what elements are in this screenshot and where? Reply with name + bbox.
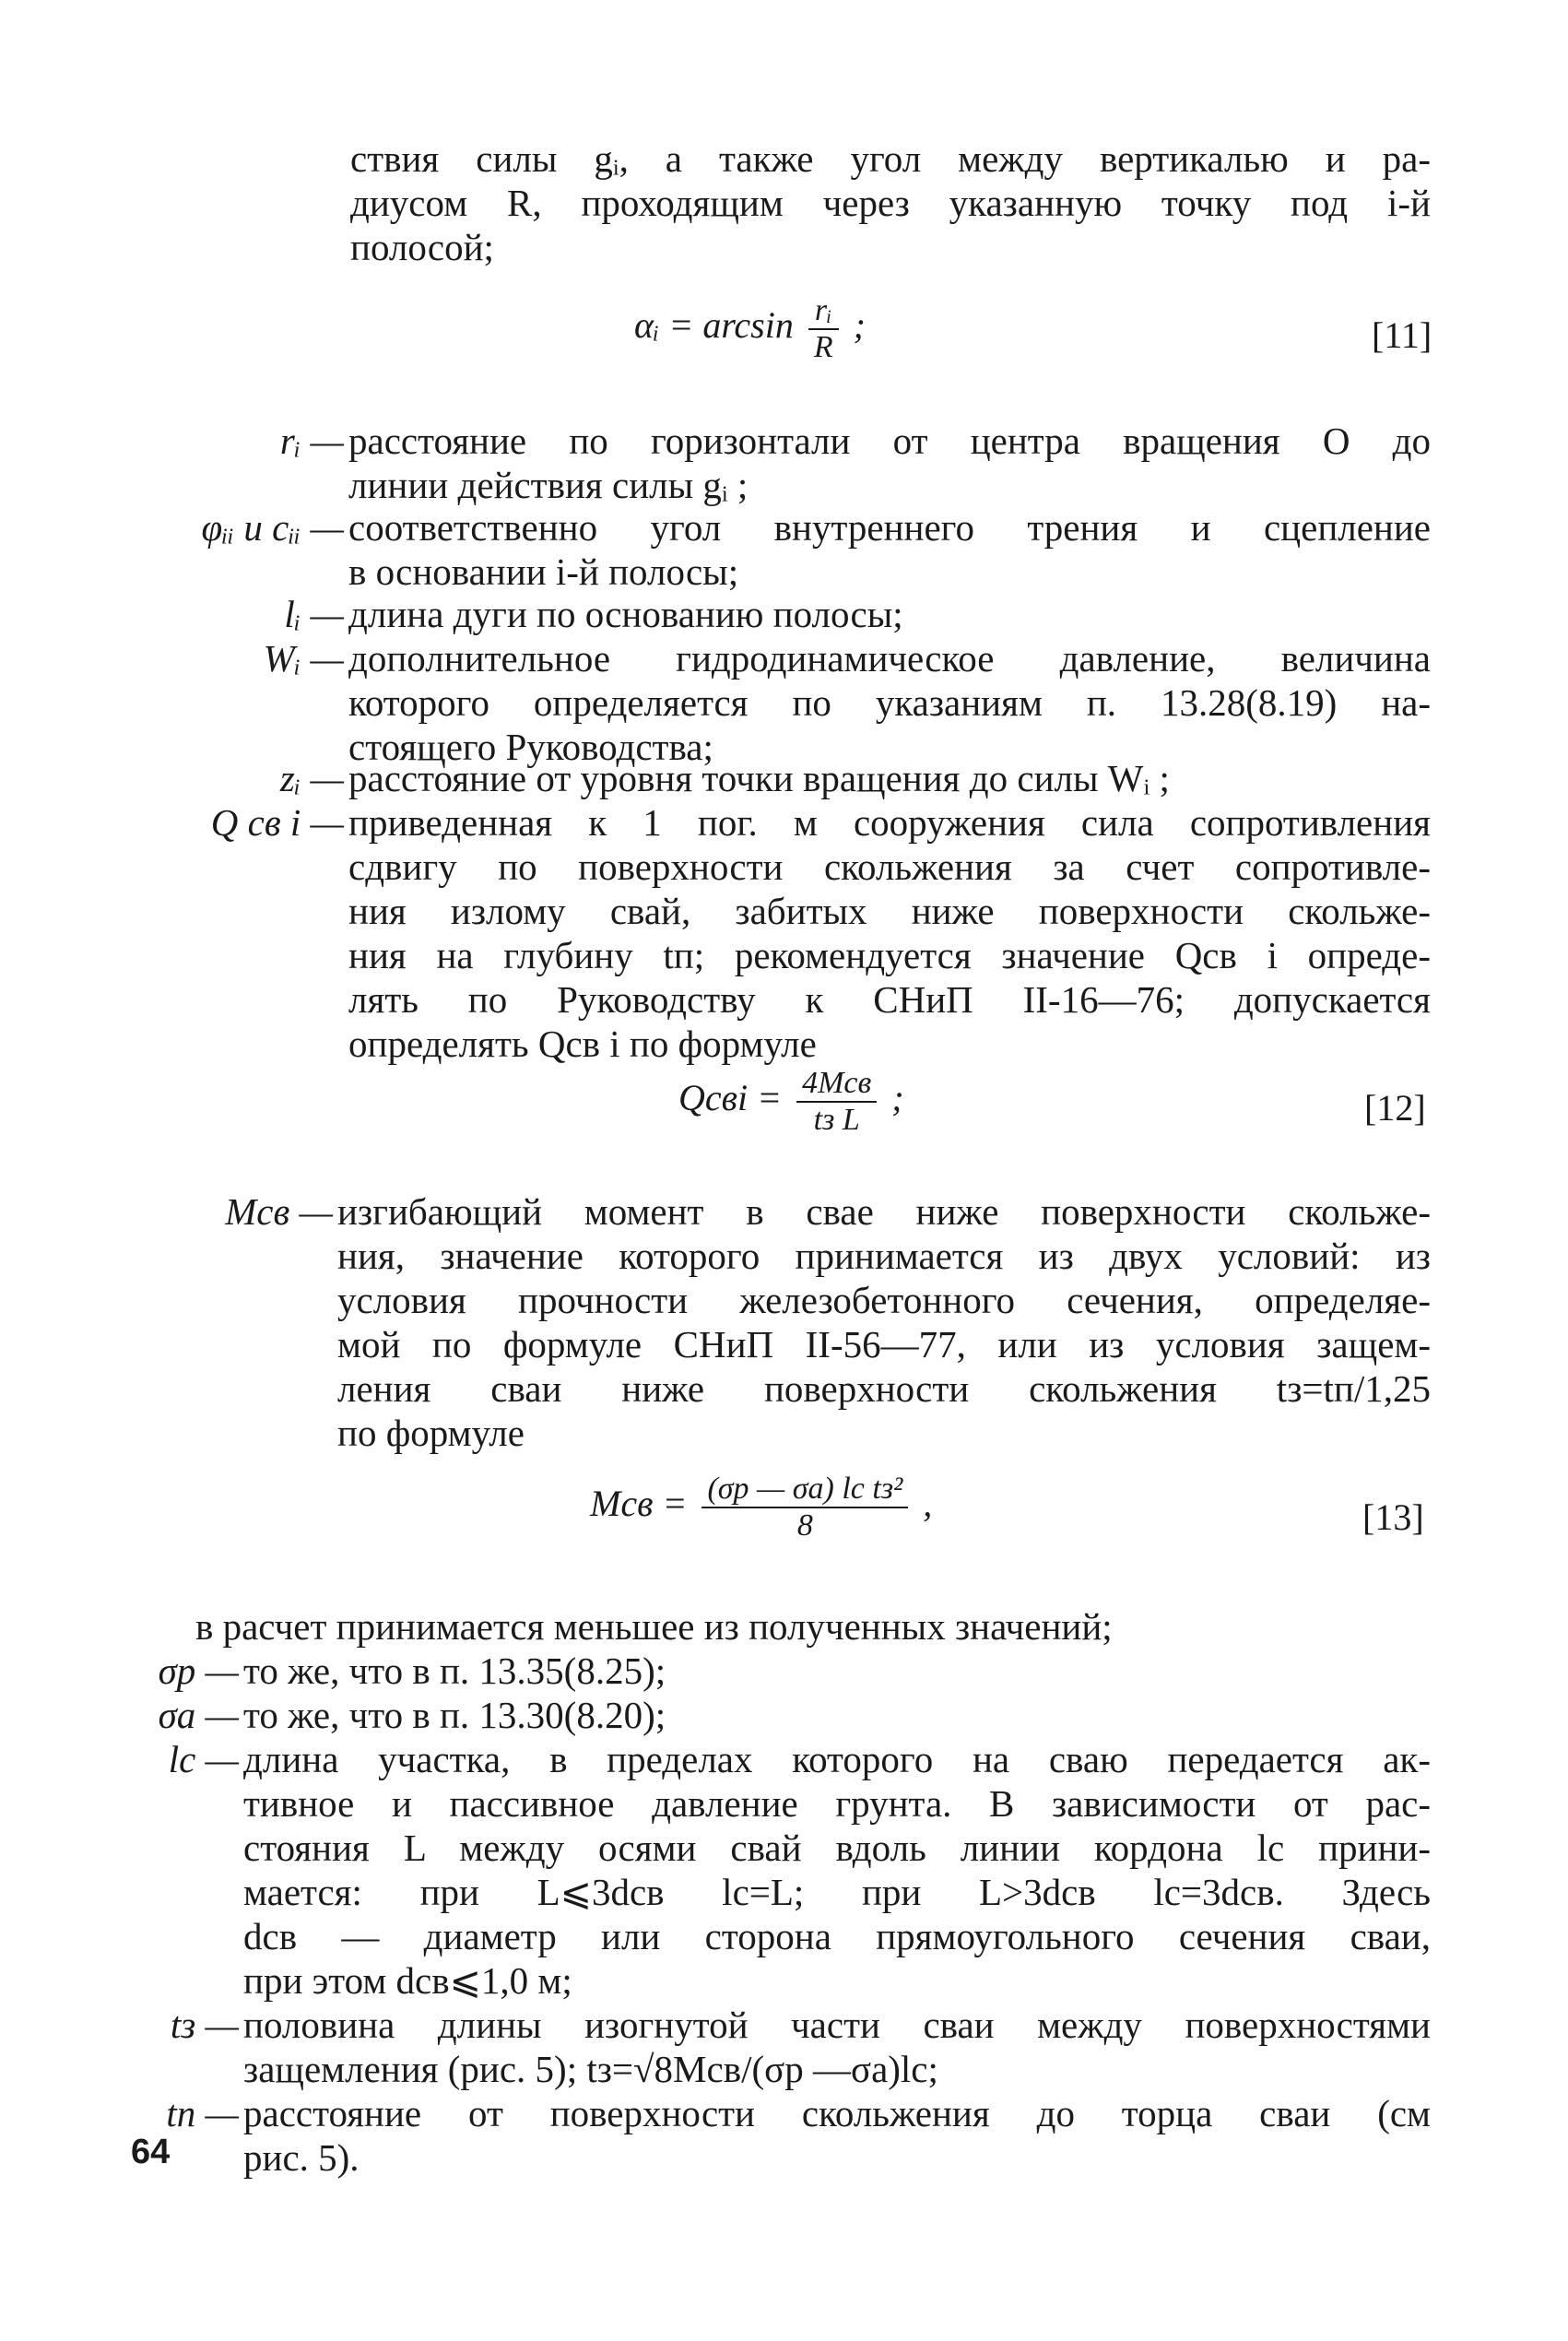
- equation-number-12: [12]: [1364, 1087, 1426, 1129]
- intro-line: диусом R, проходящим через указанную точку под i-й: [350, 182, 1431, 224]
- def-line: длина участка, в пределах которого на сваю передается ак-: [243, 1738, 1431, 1780]
- formula-13: [590, 1472, 932, 1543]
- def-body: [348, 636, 1431, 769]
- def-term: Mсв —: [225, 1190, 333, 1233]
- def-line: лять по Руководству к СНиП II-16—76; допускается: [348, 978, 1431, 1021]
- def-line: приведенная к 1 пог. м сооружения сила сопротивления: [348, 801, 1431, 844]
- def-term: tз —: [170, 2004, 239, 2046]
- intro-paragraph: [350, 136, 1431, 269]
- def-body: [243, 1693, 1431, 1737]
- page-number: 64: [131, 2133, 171, 2171]
- formula-13-fraction: [701, 1472, 908, 1543]
- formula-11-denominator: R: [813, 330, 833, 364]
- def-body: [243, 2003, 1431, 2091]
- def-line: дополнительное гидродинамическое давление, величина: [348, 637, 1431, 680]
- lead-text: в расчет принимается меньшее из полученных значений;: [195, 1605, 1113, 1648]
- formula-12-tail: ;: [891, 1077, 904, 1119]
- def-line: сдвигу по поверхности скольжения за счет сопротивле-: [348, 845, 1431, 888]
- intro-line: ствия силы gᵢ, а также угол между вертикалью и ра-: [350, 137, 1431, 180]
- def-body: [348, 505, 1431, 594]
- def-line: ния на глубину tп; рекомендуется значение Qсв i опреде-: [348, 934, 1431, 976]
- def-line: соответственно угол внутреннего трения и сцепление: [348, 506, 1431, 549]
- def-line: то же, что в п. 13.30(8.20);: [243, 1694, 666, 1736]
- def-line: ления сваи ниже поверхности скольжения tз=tп/1,25: [337, 1367, 1431, 1410]
- def-body: [348, 419, 1431, 507]
- formula-11: [634, 293, 866, 365]
- formula-12-lhs: Qсвi =: [678, 1077, 783, 1119]
- def-line: ния, значение которого принимается из двух условий: из: [337, 1235, 1431, 1277]
- formula-12-denominator: tз L: [813, 1103, 860, 1137]
- formula-13-tail: ,: [923, 1483, 933, 1525]
- formula-13-lhs: Mсв =: [590, 1483, 688, 1525]
- equation-number-11: [11]: [1372, 314, 1432, 356]
- def-body: [243, 2091, 1431, 2180]
- def-line: которого определяется по указаниям п. 13.28(8.19) на-: [348, 681, 1431, 724]
- formula-13-numerator: (σp — σa) lc tз²: [701, 1472, 908, 1508]
- def-line: защемления (рис. 5); tз=√8Mсв/(σp —σa)lc;: [243, 2048, 938, 2090]
- formula-11-lhs: αᵢ = arcsin: [634, 304, 794, 347]
- def-line: половина длины изогнутой части сваи между поверхностями: [243, 2004, 1431, 2046]
- def-term: Wᵢ —: [263, 637, 344, 680]
- def-line: мой по формуле СНиП II-56—77, или из условия защем-: [337, 1323, 1431, 1366]
- equation-number-13: [13]: [1362, 1496, 1424, 1538]
- def-term: lᵢ —: [284, 593, 344, 635]
- def-line: то же, что в п. 13.35(8.25);: [243, 1649, 666, 1692]
- def-line: определять Qсв i по формуле: [348, 1023, 817, 1065]
- def-body: [337, 1189, 1431, 1455]
- def-line: мается: при L⩽3dсв lc=L; при L>3dсв lc=3dсв. Здесь: [243, 1871, 1431, 1913]
- def-term: σp —: [158, 1649, 239, 1692]
- def-term: Q св i —: [210, 801, 344, 844]
- def-line: в основании i-й полосы;: [348, 550, 739, 593]
- def-term: φᵢᵢ и cᵢᵢ —: [201, 506, 344, 549]
- def-line: стояния L между осями свай вдоль линии кордона lc прини-: [243, 1827, 1431, 1869]
- def-line: условия прочности железобетонного сечения, определяе-: [337, 1279, 1431, 1321]
- def-term: zᵢ —: [279, 757, 344, 799]
- def-term: σa —: [158, 1694, 239, 1736]
- def-line: длина дуги по основанию полосы;: [348, 593, 903, 635]
- def-term: tп —: [166, 2092, 239, 2134]
- def-body: [348, 756, 1431, 800]
- def-line: по формуле: [337, 1412, 525, 1454]
- def-line: ния излому свай, забитых ниже поверхности скольже-: [348, 890, 1431, 932]
- formula-13-denominator: 8: [796, 1508, 813, 1543]
- def-body: [348, 800, 1431, 1066]
- def-line: изгибающий момент в свае ниже поверхности скольже-: [337, 1190, 1431, 1233]
- formula-11-tail: ;: [853, 304, 866, 347]
- def-line: расстояние от поверхности скольжения до торца сваи (см: [243, 2092, 1431, 2134]
- def-term: lc —: [168, 1738, 239, 1780]
- formula-11-numerator: rᵢ: [808, 293, 839, 330]
- formula-11-fraction: [808, 293, 839, 365]
- intro-line: полосой;: [350, 226, 494, 268]
- lead-line: [195, 1604, 1431, 1649]
- def-line: при этом dсв⩽1,0 м;: [243, 1959, 572, 2002]
- formula-12: [678, 1066, 904, 1138]
- def-line: стоящего Руководства;: [348, 726, 713, 768]
- def-term: rᵢ —: [279, 420, 344, 462]
- def-line: dсв — диаметр или сторона прямоугольного сечения сваи,: [243, 1915, 1431, 1957]
- formula-12-numerator: 4Mсв: [796, 1066, 877, 1103]
- def-body: [243, 1737, 1431, 2003]
- formula-12-fraction: [796, 1066, 877, 1138]
- def-line: тивное и пассивное давление грунта. В зависимости от рас-: [243, 1782, 1431, 1825]
- def-line: расстояние от уровня точки вращения до силы Wᵢ ;: [348, 757, 1170, 799]
- def-body: [348, 592, 1431, 636]
- def-line: рис. 5).: [243, 2136, 360, 2179]
- def-line: линии действия силы gᵢ ;: [348, 464, 749, 506]
- def-body: [243, 1649, 1431, 1693]
- def-line: расстояние по горизонтали от центра вращения O до: [348, 420, 1431, 462]
